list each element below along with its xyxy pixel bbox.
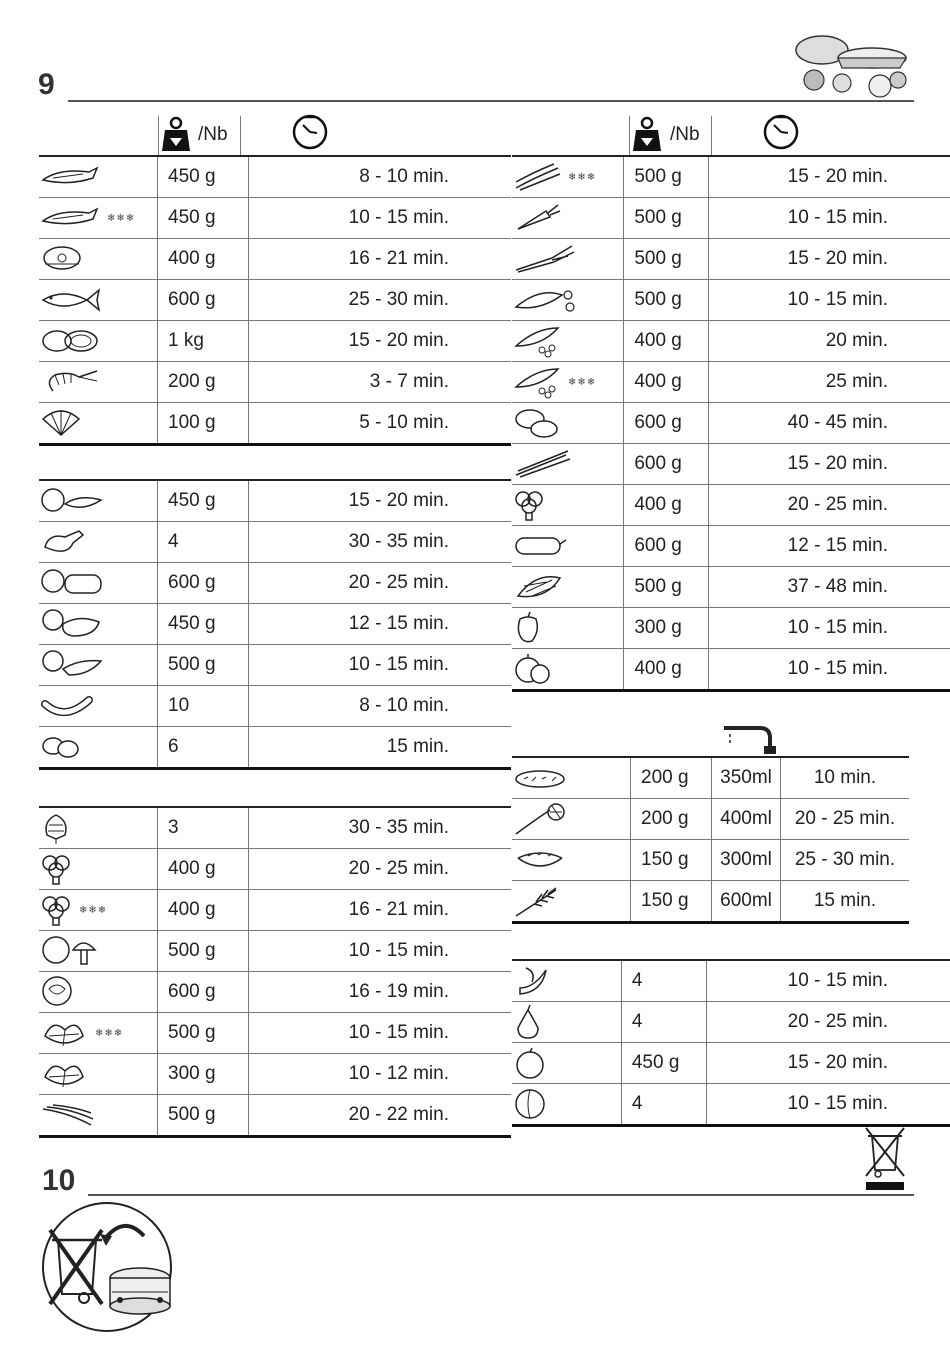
vegetables-table	[39, 806, 511, 1138]
cauliflower-icon	[39, 975, 75, 1009]
weight-cell: 600 g	[624, 444, 709, 485]
whole-fish-icon	[39, 286, 103, 314]
potatoes-icon	[512, 407, 562, 439]
header-vline	[240, 116, 241, 156]
crossed-bin-icon	[862, 1126, 908, 1192]
time-cell: 15 - 20 min.	[249, 321, 512, 362]
table-row	[39, 522, 511, 563]
weight-cell: 300 g	[158, 1054, 249, 1095]
semolina-icon	[512, 802, 568, 836]
fish-steak-icon	[39, 244, 85, 274]
frozen-icon: ❄❄❄	[568, 171, 597, 183]
table-row	[39, 563, 511, 604]
time-cell: 25 - 30 min.	[781, 840, 910, 881]
weight-cell: 450 g	[158, 198, 249, 239]
time-cell: 30 - 35 min.	[249, 522, 512, 563]
time-cell: 15 min.	[781, 881, 910, 923]
frozen-icon: ❄❄❄	[95, 1027, 124, 1039]
fish-fillet-icon	[39, 164, 101, 190]
sausage-icon	[39, 692, 93, 720]
time-cell: 16 - 19 min.	[249, 972, 512, 1013]
time-cell: 16 - 21 min.	[249, 890, 512, 931]
banana-icon	[512, 964, 552, 998]
weight-cell: 500 g	[158, 1095, 249, 1137]
pear-icon	[512, 1004, 544, 1040]
weight-cell: 400 g	[624, 362, 709, 403]
weight-cell: 100 g	[158, 403, 249, 445]
pepper-icon	[512, 611, 544, 645]
time-cell: 10 - 15 min.	[249, 931, 512, 972]
table-row	[512, 362, 950, 403]
time-cell: 10 - 15 min.	[249, 1013, 512, 1054]
table-row	[39, 1054, 511, 1095]
time-cell: 16 - 21 min.	[249, 239, 512, 280]
time-cell: 40 - 45 min.	[709, 403, 950, 444]
weight-cell: 400 g	[624, 485, 709, 526]
time-cell: 8 - 10 min.	[249, 686, 512, 727]
weight-cell: 6	[158, 727, 249, 769]
time-cell: 25 min.	[709, 362, 950, 403]
section-number-9: 9	[38, 68, 55, 101]
weight-cell: 500 g	[158, 931, 249, 972]
clock-icon	[291, 113, 329, 151]
time-cell: 8 - 10 min.	[249, 156, 512, 198]
section-divider	[68, 100, 914, 102]
time-cell: 3 - 7 min.	[249, 362, 512, 403]
eggs-icon	[39, 733, 83, 761]
table-row	[39, 198, 511, 239]
time-cell: 20 - 25 min.	[249, 563, 512, 604]
weight-cell: 500 g	[158, 645, 249, 686]
time-cell: 15 - 20 min.	[709, 239, 950, 280]
time-cell: 37 - 48 min.	[709, 567, 950, 608]
fish-table	[39, 155, 511, 446]
rice-bowl-icon	[512, 846, 568, 874]
weight-cell: 450 g	[621, 1043, 706, 1084]
weight-cell: 500 g	[624, 239, 709, 280]
apple-icon	[512, 1046, 548, 1080]
beans-pod-icon	[512, 285, 578, 315]
water-cell: 600ml	[712, 881, 781, 923]
weight-cell: 200 g	[631, 757, 712, 799]
header-vline	[711, 116, 712, 156]
weight-cell: 600 g	[158, 280, 249, 321]
green-beans-icon	[512, 162, 562, 192]
weight-cell: 4	[158, 522, 249, 563]
time-cell: 20 - 25 min.	[249, 849, 512, 890]
weight-cell: 400 g	[624, 321, 709, 362]
weight-icon	[632, 116, 662, 152]
table-row	[512, 757, 909, 799]
table-row	[39, 480, 511, 522]
beef-icon	[39, 608, 105, 640]
water-cell: 400ml	[712, 799, 781, 840]
table-row	[512, 608, 950, 649]
time-cell: 20 min.	[709, 321, 950, 362]
weight-cell: 4	[621, 1084, 706, 1126]
weight-cell: 1 kg	[158, 321, 249, 362]
nb-label: /Nb	[198, 124, 228, 145]
vegetables-table-right	[512, 155, 950, 692]
weight-cell: 450 g	[158, 604, 249, 645]
weight-cell: 4	[621, 960, 706, 1002]
weight-cell: 400 g	[158, 239, 249, 280]
peas-icon	[512, 365, 562, 399]
table-row	[39, 321, 511, 362]
time-cell: 10 min.	[781, 757, 910, 799]
time-cell: 10 - 15 min.	[249, 198, 512, 239]
time-cell: 15 - 20 min.	[709, 444, 950, 485]
time-cell: 10 - 12 min.	[249, 1054, 512, 1095]
frozen-icon: ❄❄❄	[107, 212, 136, 224]
time-cell: 15 min.	[249, 727, 512, 769]
broccoli-icon	[512, 488, 546, 522]
water-cell: 300ml	[712, 840, 781, 881]
table-row	[512, 156, 950, 198]
time-cell: 5 - 10 min.	[249, 403, 512, 445]
table-row	[39, 931, 511, 972]
table-row	[512, 881, 909, 923]
fruit-table	[512, 959, 950, 1127]
leek-icon	[512, 244, 576, 274]
table-row	[39, 727, 511, 769]
mussels-icon	[39, 327, 101, 355]
weight-cell: 600 g	[624, 403, 709, 444]
shrimp-icon	[39, 367, 101, 397]
meat-table	[39, 479, 511, 770]
time-cell: 20 - 25 min.	[781, 799, 910, 840]
wheat-icon	[512, 884, 566, 918]
table-row	[512, 567, 950, 608]
table-row	[39, 807, 511, 849]
weight-icon	[161, 116, 191, 152]
weight-cell: 450 g	[158, 156, 249, 198]
table-row	[512, 960, 950, 1002]
time-cell: 12 - 15 min.	[249, 604, 512, 645]
time-cell: 10 - 15 min.	[709, 280, 950, 321]
table-row	[39, 890, 511, 931]
time-cell: 15 - 20 min.	[249, 480, 512, 522]
nb-label: /Nb	[670, 124, 700, 145]
section-number-10: 10	[42, 1164, 76, 1197]
time-cell: 10 - 15 min.	[709, 198, 950, 239]
weight-cell: 500 g	[158, 1013, 249, 1054]
carrots-icon	[512, 203, 562, 233]
weight-cell: 200 g	[158, 362, 249, 403]
corn-icon	[512, 572, 564, 602]
time-cell: 12 - 15 min.	[709, 526, 950, 567]
time-cell: 30 - 35 min.	[249, 807, 512, 849]
scallop-icon	[39, 407, 83, 439]
chicken-breast-icon	[39, 486, 105, 516]
weight-cell: 10	[158, 686, 249, 727]
frozen-icon: ❄❄❄	[568, 376, 597, 388]
broccoli-icon	[39, 893, 73, 927]
green-beans-icon	[39, 1101, 95, 1129]
spinach-icon	[39, 1057, 89, 1091]
table-row	[512, 1002, 950, 1043]
time-cell: 20 - 22 min.	[249, 1095, 512, 1137]
rice-icon	[512, 765, 568, 791]
clock-icon	[762, 113, 800, 151]
time-cell: 10 - 15 min.	[707, 960, 950, 1002]
section-divider	[88, 1194, 914, 1196]
weight-cell: 200 g	[631, 799, 712, 840]
chicken-leg-icon	[39, 527, 89, 557]
table-row	[39, 156, 511, 198]
asparagus-icon	[512, 449, 572, 479]
table-row	[512, 198, 950, 239]
time-cell: 10 - 15 min.	[249, 645, 512, 686]
table-row	[39, 686, 511, 727]
spinach-icon	[39, 1016, 89, 1050]
water-cell: 350ml	[712, 757, 781, 799]
table-row	[39, 280, 511, 321]
table-row	[512, 1084, 950, 1126]
table-row	[39, 849, 511, 890]
header-vline	[629, 116, 630, 156]
header-vline	[158, 116, 159, 156]
weight-cell: 600 g	[624, 526, 709, 567]
time-cell: 20 - 25 min.	[709, 485, 950, 526]
table-row	[512, 485, 950, 526]
table-row	[512, 799, 909, 840]
time-cell: 25 - 30 min.	[249, 280, 512, 321]
weight-cell: 3	[158, 807, 249, 849]
fish-fillet-icon	[39, 205, 101, 231]
weight-cell: 150 g	[631, 881, 712, 923]
zucchini-icon	[512, 532, 568, 560]
weight-cell: 150 g	[631, 840, 712, 881]
food-illustration-icon	[782, 28, 914, 100]
table-row	[512, 840, 909, 881]
frozen-icon: ❄❄❄	[79, 904, 108, 916]
broccoli-icon	[39, 852, 73, 886]
weight-cell: 500 g	[624, 156, 709, 198]
weight-cell: 400 g	[158, 890, 249, 931]
time-cell: 10 - 15 min.	[707, 1084, 950, 1126]
table-row	[512, 403, 950, 444]
table-row	[39, 1095, 511, 1137]
table-row	[39, 362, 511, 403]
table-row	[512, 526, 950, 567]
weight-cell: 300 g	[624, 608, 709, 649]
weight-cell: 4	[621, 1002, 706, 1043]
time-cell: 15 - 20 min.	[707, 1043, 950, 1084]
table-row	[39, 239, 511, 280]
time-cell: 20 - 25 min.	[707, 1002, 950, 1043]
weight-cell: 450 g	[158, 480, 249, 522]
weight-cell: 500 g	[624, 567, 709, 608]
table-row	[512, 321, 950, 362]
table-row	[39, 1013, 511, 1054]
weight-cell: 600 g	[158, 563, 249, 604]
table-row	[39, 972, 511, 1013]
water-tap-icon	[720, 720, 776, 756]
mushrooms-icon	[39, 934, 99, 968]
artichoke-icon	[39, 811, 73, 845]
peach-icon	[512, 1087, 548, 1121]
recycle-appliance-icon	[40, 1200, 174, 1334]
weight-cell: 500 g	[624, 198, 709, 239]
table-row	[512, 444, 950, 485]
weight-cell: 400 g	[624, 649, 709, 691]
onion-icon	[512, 652, 552, 686]
cereals-table	[512, 756, 909, 924]
table-row	[512, 280, 950, 321]
table-row	[39, 403, 511, 445]
peas-icon	[512, 324, 562, 358]
table-row	[512, 239, 950, 280]
time-cell: 10 - 15 min.	[709, 649, 950, 691]
weight-cell: 600 g	[158, 972, 249, 1013]
pork-icon	[39, 567, 105, 599]
weight-cell: 400 g	[158, 849, 249, 890]
time-cell: 10 - 15 min.	[709, 608, 950, 649]
turkey-icon	[39, 649, 105, 681]
table-row	[39, 645, 511, 686]
table-row	[39, 604, 511, 645]
table-row	[512, 1043, 950, 1084]
weight-cell: 500 g	[624, 280, 709, 321]
time-cell: 15 - 20 min.	[709, 156, 950, 198]
table-row	[512, 649, 950, 691]
